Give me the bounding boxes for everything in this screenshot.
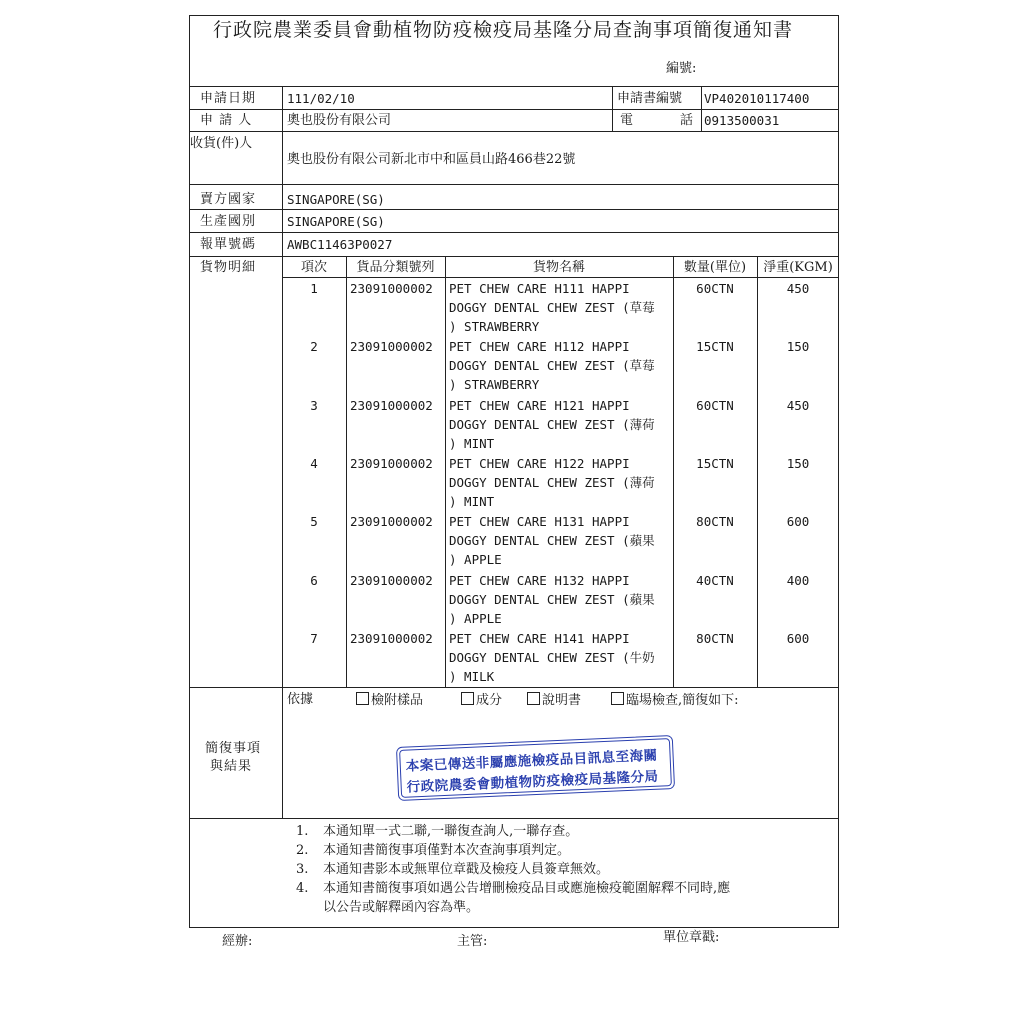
item-weight: 150 xyxy=(786,455,810,471)
col-header-qty: 數量(單位) xyxy=(683,260,747,275)
number-label: 編號: xyxy=(666,61,697,76)
note-text: 本通知單一式二聯,一聯復查詢人,一聯存查。 xyxy=(323,824,579,839)
item-qty: 15CTN xyxy=(696,455,734,471)
item-qty: 15CTN xyxy=(696,339,734,355)
item-qty: 60CTN xyxy=(696,397,734,413)
phone-label-a: 電 xyxy=(620,113,634,128)
seller-country-value: SINGAPORE(SG) xyxy=(287,192,385,207)
option-ingredients: 成分 xyxy=(461,692,502,709)
note-text: 本通知書簡復事項如遇公告增刪檢疫品目或應施檢疫範圍解釋不同時,應 xyxy=(323,881,731,896)
item-name-line: PET CHEW CARE H122 HAPPI xyxy=(449,455,630,471)
item-weight: 450 xyxy=(786,397,810,413)
col-header-code: 貨品分類號列 xyxy=(356,260,435,275)
option-manual: 說明書 xyxy=(527,692,581,709)
item-code: 23091000002 xyxy=(350,455,433,471)
item-weight: 400 xyxy=(786,572,810,588)
rule xyxy=(346,256,347,687)
item-no: 3 xyxy=(310,397,318,413)
unit-seal-label: 單位章戳: xyxy=(663,930,720,945)
item-name-line: PET CHEW CARE H121 HAPPI xyxy=(449,397,630,413)
item-name-line: ) STRAWBERRY xyxy=(449,319,540,334)
item-weight: 450 xyxy=(786,281,810,296)
item-name-line: ) MILK xyxy=(449,668,495,684)
phone-label-b: 話 xyxy=(680,113,694,128)
rule xyxy=(189,232,839,233)
item-name-line: PET CHEW CARE H131 HAPPI xyxy=(449,514,630,530)
item-code: 23091000002 xyxy=(350,339,433,355)
item-no: 6 xyxy=(310,572,318,588)
item-name-line: DOGGY DENTAL CHEW ZEST (薄荷 xyxy=(449,474,655,490)
item-name-line: DOGGY DENTAL CHEW ZEST (草莓 xyxy=(449,358,655,374)
checkbox-icon xyxy=(356,692,369,705)
item-weight: 150 xyxy=(786,339,810,355)
consignee-label: 收貨(件)人 xyxy=(190,136,253,151)
item-name-line: ) MINT xyxy=(449,435,495,451)
item-qty: 60CTN xyxy=(696,281,734,296)
stamp-line1: 本案已傳送非屬應施檢疫品目訊息至海關 xyxy=(405,747,658,775)
declaration-label: 報單號碼 xyxy=(200,237,257,252)
goods-section-label: 貨物明細 xyxy=(200,260,257,275)
note-text: 本通知書簡復事項僅對本次查詢事項判定。 xyxy=(323,843,571,858)
declaration-value: AWBC11463P0027 xyxy=(287,237,393,252)
item-no: 2 xyxy=(310,339,318,355)
note-text: 本通知書影本或無單位章戳及檢疫人員簽章無效。 xyxy=(323,862,610,877)
checkbox-icon xyxy=(527,692,540,705)
stamp-line2: 行政院農委會動植物防疫檢疫局基隆分局 xyxy=(406,768,659,796)
rule xyxy=(189,256,839,257)
item-name-line: DOGGY DENTAL CHEW ZEST (薄荷 xyxy=(449,416,655,432)
item-name-line: ) APPLE xyxy=(449,552,502,568)
rule xyxy=(189,209,839,210)
item-no: 4 xyxy=(310,455,318,471)
item-code: 23091000002 xyxy=(350,572,433,588)
col-header-weight: 淨重(KGM) xyxy=(763,260,833,275)
item-qty: 80CTN xyxy=(696,630,734,646)
item-code: 23091000002 xyxy=(350,281,433,296)
item-name-line: DOGGY DENTAL CHEW ZEST (草莓 xyxy=(449,300,655,315)
item-name-line: PET CHEW CARE H132 HAPPI xyxy=(449,572,630,588)
reply-label-line2: 與結果 xyxy=(210,759,253,774)
item-name-line: ) APPLE xyxy=(449,610,502,626)
note-text-continued: 以公告或解釋函內容為準。 xyxy=(323,900,480,915)
item-name-line: PET CHEW CARE H141 HAPPI xyxy=(449,630,630,646)
rule xyxy=(282,86,283,818)
applicant-label: 申 請 人 xyxy=(200,113,253,128)
supervisor-label: 主管: xyxy=(457,934,488,949)
item-weight: 600 xyxy=(786,514,810,530)
item-name-line: ) STRAWBERRY xyxy=(449,377,540,393)
item-name-line: PET CHEW CARE H112 HAPPI xyxy=(449,339,630,355)
item-no: 1 xyxy=(310,281,318,296)
checkbox-icon xyxy=(461,692,474,705)
apply-date-label: 申請日期 xyxy=(200,91,257,106)
checkbox-icon xyxy=(611,692,624,705)
applicant-value: 奧也股份有限公司 xyxy=(287,113,392,128)
col-header-name: 貨物名稱 xyxy=(532,260,585,275)
rule xyxy=(189,131,839,132)
item-name-line: DOGGY DENTAL CHEW ZEST (蘋果 xyxy=(449,591,655,607)
rule xyxy=(189,687,839,688)
item-code: 23091000002 xyxy=(350,630,433,646)
seller-country-label: 賣方國家 xyxy=(200,192,257,207)
item-qty: 40CTN xyxy=(696,572,734,588)
rule xyxy=(282,277,839,278)
consignee-value: 奧也股份有限公司新北市中和區員山路466巷22號 xyxy=(287,152,576,167)
item-name-line: PET CHEW CARE H111 HAPPI xyxy=(449,281,630,296)
item-code: 23091000002 xyxy=(350,514,433,530)
option-sample: 檢附樣品 xyxy=(356,692,423,709)
rule xyxy=(445,256,446,687)
basis-label: 依據 xyxy=(287,692,314,707)
phone-value: 0913500031 xyxy=(704,113,780,128)
item-name-line: ) MINT xyxy=(449,493,495,509)
note-number: 2. xyxy=(296,843,309,858)
rule xyxy=(189,86,839,87)
item-weight: 600 xyxy=(786,630,810,646)
rule xyxy=(701,86,702,131)
option-onsite: 臨場檢查,簡復如下: xyxy=(611,692,739,709)
origin-value: SINGAPORE(SG) xyxy=(287,214,385,229)
item-no: 7 xyxy=(310,630,318,646)
handler-label: 經辦: xyxy=(222,934,253,949)
apply-date-value: 111/02/10 xyxy=(287,91,355,106)
item-code: 23091000002 xyxy=(350,397,433,413)
rule xyxy=(189,818,839,819)
document-title: 行政院農業委員會動植物防疫檢疫局基隆分局查詢事項簡復通知書 xyxy=(213,19,794,41)
rule xyxy=(189,109,839,110)
item-no: 5 xyxy=(310,514,318,530)
note-number: 3. xyxy=(296,862,309,877)
item-qty: 80CTN xyxy=(696,514,734,530)
item-name-line: DOGGY DENTAL CHEW ZEST (蘋果 xyxy=(449,533,655,549)
origin-label: 生產國別 xyxy=(200,214,257,229)
item-name-line: DOGGY DENTAL CHEW ZEST (牛奶 xyxy=(449,649,655,665)
reply-label-line1: 簡復事項 xyxy=(205,741,262,756)
rule xyxy=(189,184,839,185)
note-number: 4. xyxy=(296,881,309,896)
note-number: 1. xyxy=(296,824,309,839)
rule xyxy=(612,86,613,131)
col-header-no: 項次 xyxy=(300,260,327,275)
form-no-label: 申請書編號 xyxy=(617,91,683,106)
form-no-value: VP402010117400 xyxy=(704,91,810,106)
